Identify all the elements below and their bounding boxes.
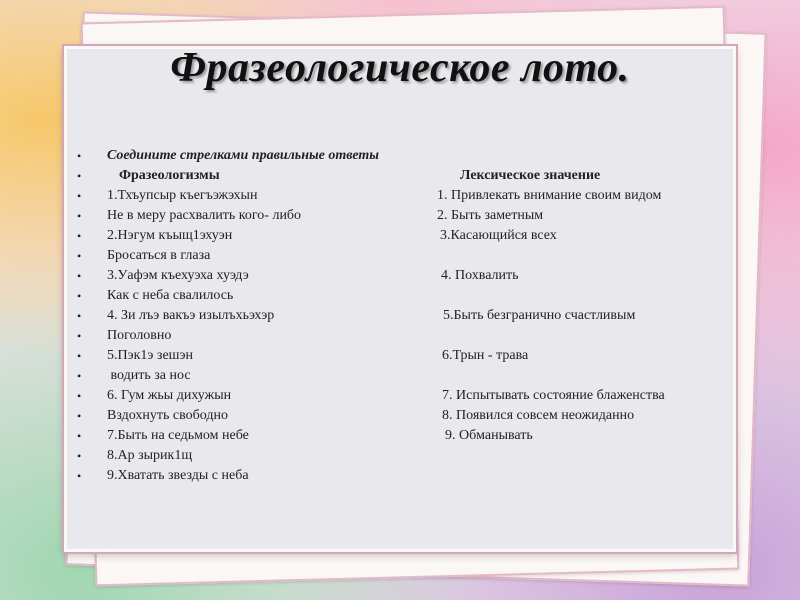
phraseologism-text: 9.Хватать звезды с неба <box>107 468 249 483</box>
list-item <box>77 186 737 206</box>
list-item <box>77 406 737 426</box>
meaning-text: 9. Обманывать <box>445 428 533 443</box>
bullet-icon: • <box>77 389 82 403</box>
phraseologism-text: Вздохнуть свободно <box>107 408 228 423</box>
phraseologism-text: 3.Уафэм къехуэха хуэдэ <box>107 268 249 283</box>
bullet-icon: • <box>77 409 82 423</box>
phraseologism-text: Поголовно <box>107 328 172 343</box>
phraseologism-text: 5.Пэк1э зешэн <box>107 348 193 363</box>
phraseologism-text: 8.Ар зырик1щ <box>107 448 193 463</box>
bullet-icon: • <box>77 309 82 323</box>
phraseologism-text: 4. Зи лъэ вакъэ изылъхьэхэр <box>107 308 275 323</box>
phraseologism-text: 1.Тхъупсыр къегъэжэхын <box>107 188 258 203</box>
bullet-icon: • <box>77 209 82 223</box>
list-item <box>77 466 737 486</box>
list-item <box>77 326 737 346</box>
meaning-text: 3.Касающийся всех <box>440 228 557 243</box>
meaning-text: 5.Быть безгранично счастливым <box>443 308 636 323</box>
column-header-phraseologisms: Фразеологизмы <box>119 168 220 183</box>
bullet-icon: • <box>77 269 82 283</box>
phraseologism-text: Не в меру расхвалить кого- либо <box>107 208 302 223</box>
list-item <box>77 166 737 186</box>
bullet-icon: • <box>77 449 82 463</box>
list-item <box>77 306 737 326</box>
slide-title: Фразеологическое лото. <box>170 45 630 91</box>
list-item <box>77 266 737 286</box>
list-item <box>77 346 737 366</box>
list-item <box>77 446 737 466</box>
phraseologism-text: 6. Гум жьы дихужын <box>107 388 232 403</box>
bullet-icon: • <box>77 349 82 363</box>
phraseologism-text: 7.Быть на седьмом небе <box>107 428 249 443</box>
phraseologism-text: Как с неба свалилось <box>107 288 234 303</box>
phraseology-list <box>77 146 737 486</box>
bullet-icon: • <box>77 289 82 303</box>
bullet-icon: • <box>77 469 82 483</box>
list-item <box>77 426 737 446</box>
meaning-text: 4. Похвалить <box>441 268 519 283</box>
bullet-icon: • <box>77 369 82 383</box>
list-item <box>77 386 737 406</box>
bullet-icon: • <box>77 169 82 183</box>
meaning-text: 8. Появился совсем неожиданно <box>442 408 635 423</box>
bullet-icon: • <box>77 149 82 163</box>
bullet-icon: • <box>77 329 82 343</box>
meaning-text: 2. Быть заметным <box>437 208 544 223</box>
list-item <box>77 146 737 166</box>
meaning-text: 7. Испытывать состояние блаженства <box>442 388 665 403</box>
column-header-meaning: Лексическое значение <box>460 168 601 183</box>
instruction-text: Соедините стрелками правильные ответы <box>107 148 380 163</box>
phraseologism-text: водить за нос <box>107 368 191 383</box>
bullet-icon: • <box>77 189 82 203</box>
list-item <box>77 366 737 386</box>
phraseologism-text: Бросаться в глаза <box>107 248 211 263</box>
list-item <box>77 226 737 246</box>
meaning-text: 6.Трын - трава <box>442 348 529 363</box>
meaning-text: 1. Привлекать внимание своим видом <box>437 188 662 203</box>
bullet-icon: • <box>77 249 82 263</box>
bullet-icon: • <box>77 429 82 443</box>
list-item <box>77 206 737 226</box>
phraseologism-text: 2.Нэгум къыщ1эхуэн <box>107 228 233 243</box>
list-item <box>77 246 737 266</box>
list-item <box>77 286 737 306</box>
bullet-icon: • <box>77 229 82 243</box>
